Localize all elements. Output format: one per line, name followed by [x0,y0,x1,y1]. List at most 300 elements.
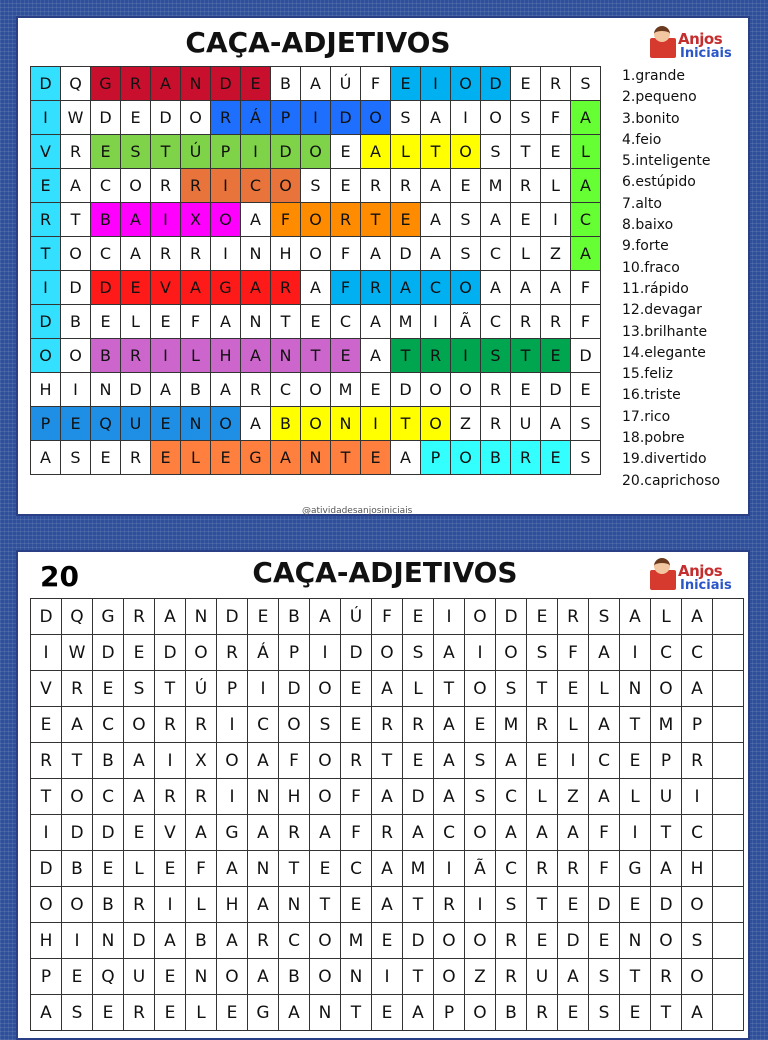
grid-cell: A [186,815,217,851]
grid-cell: A [651,851,682,887]
grid-cell [713,779,744,815]
grid-cell: T [361,203,391,237]
grid-cell: M [341,923,372,959]
grid-cell: C [481,305,511,339]
grid-cell: N [331,407,361,441]
grid-cell: B [93,743,124,779]
grid-cell: R [121,339,151,373]
grid-cell: A [310,815,341,851]
grid-cell: L [571,135,601,169]
grid-cell: R [496,959,527,995]
grid-cell: E [541,441,571,475]
grid-cell: D [271,135,301,169]
grid-cell: E [121,101,151,135]
child-icon [654,26,670,42]
grid-cell: A [682,599,713,635]
grid-cell: S [403,635,434,671]
grid-cell: T [434,671,465,707]
grid-cell: Q [93,959,124,995]
grid-cell: E [155,851,186,887]
grid-cell: X [186,743,217,779]
grid-cell: G [91,67,121,101]
grid-cell: D [331,101,361,135]
grid-cell: E [61,407,91,441]
grid-cell: E [151,441,181,475]
grid-cell: T [620,707,651,743]
grid-cell: G [211,271,241,305]
grid-cell: F [331,237,361,271]
grid-cell: L [541,169,571,203]
grid-cell: O [301,407,331,441]
grid-cell: C [682,635,713,671]
grid-cell: E [451,169,481,203]
grid-cell: G [620,851,651,887]
grid-cell: P [682,707,713,743]
grid-cell: D [91,101,121,135]
grid-cell: M [496,707,527,743]
word-list-item: 13.brilhante [622,323,708,340]
grid-cell: D [279,671,310,707]
grid-cell: V [151,271,181,305]
grid-cell: A [434,779,465,815]
grid-cell: D [93,815,124,851]
grid-cell: U [121,407,151,441]
grid-cell: I [61,373,91,407]
word-list-item: 14.elegante [622,344,706,361]
grid-cell: A [372,887,403,923]
word-list-item: 5.inteligente [622,153,711,170]
grid-cell: I [248,671,279,707]
grid-cell: A [217,851,248,887]
grid-cell: T [372,743,403,779]
grid-cell: E [121,271,151,305]
grid-cell: R [181,169,211,203]
grid-cell: T [301,339,331,373]
grid-cell: O [682,959,713,995]
grid-cell: B [61,305,91,339]
grid-cell: D [391,237,421,271]
grid-cell: A [121,203,151,237]
grid-cell: I [465,635,496,671]
grid-cell: A [372,779,403,815]
grid-cell: I [155,887,186,923]
grid-cell: A [571,169,601,203]
grid-cell: A [217,923,248,959]
grid-cell: D [91,271,121,305]
grid-cell: M [403,851,434,887]
grid-cell: R [62,671,93,707]
grid-cell: E [372,923,403,959]
grid-cell: S [527,635,558,671]
grid-cell: A [151,67,181,101]
grid-cell: E [248,599,279,635]
word-list-item: 1.grande [622,68,685,84]
grid-cell: O [186,635,217,671]
grid-cell: E [403,743,434,779]
grid-cell: C [421,271,451,305]
grid-cell: A [361,305,391,339]
grid-cell: T [271,305,301,339]
grid-cell: B [271,407,301,441]
word-list-item: 19.divertido [622,451,707,468]
grid-cell: Ú [181,135,211,169]
grid-cell: R [217,635,248,671]
grid-cell: T [331,441,361,475]
grid-cell: R [434,887,465,923]
grid-cell: F [589,851,620,887]
grid-cell: E [341,671,372,707]
puzzle-card [16,550,750,1040]
grid-cell: B [62,851,93,887]
grid-cell: R [481,373,511,407]
grid-cell: O [301,135,331,169]
grid-cell: T [527,671,558,707]
grid-cell: O [361,101,391,135]
grid-cell: R [527,851,558,887]
grid-cell: P [279,635,310,671]
grid-cell: R [211,101,241,135]
grid-cell: N [248,851,279,887]
grid-cell: E [331,169,361,203]
grid-cell: I [558,743,589,779]
grid-cell: R [496,923,527,959]
word-list-item: 7.alto [622,195,662,212]
grid-cell: E [341,707,372,743]
grid-cell: I [465,887,496,923]
grid-cell: B [91,203,121,237]
grid-cell: A [496,815,527,851]
grid-cell: O [421,373,451,407]
grid-cell: E [91,305,121,339]
grid-cell: U [527,959,558,995]
grid-cell: S [589,995,620,1031]
word-list [622,66,748,492]
grid-cell: I [211,169,241,203]
grid-cell: O [310,959,341,995]
grid-cell: A [301,67,331,101]
grid-cell: Ã [451,305,481,339]
grid-cell: O [465,599,496,635]
grid-cell: E [331,339,361,373]
grid-cell: A [248,887,279,923]
grid-cell: R [271,271,301,305]
grid-cell: D [62,815,93,851]
grid-cell: A [155,923,186,959]
grid-cell: R [391,169,421,203]
grid-cell: L [620,779,651,815]
grid-cell: A [31,995,62,1031]
grid-cell: E [541,339,571,373]
logo-text-line2: Iniciais [680,46,732,61]
grid-cell: O [301,237,331,271]
grid-cell: O [310,743,341,779]
grid-cell: E [124,815,155,851]
grid-cell: A [571,237,601,271]
grid-cell: D [341,635,372,671]
grid-cell: E [31,169,61,203]
grid-cell: E [217,995,248,1031]
grid-cell: E [91,135,121,169]
grid-cell: R [151,237,181,271]
grid-cell: O [465,923,496,959]
grid-cell: T [511,135,541,169]
grid-cell: Q [91,407,121,441]
grid-cell: A [248,815,279,851]
grid-cell: I [421,67,451,101]
grid-cell: B [496,995,527,1031]
grid-cell: A [31,441,61,475]
grid-cell: A [541,271,571,305]
grid-cell: A [682,995,713,1031]
word-list-item: 12.devagar [622,302,702,319]
grid-cell: A [124,779,155,815]
grid-cell: S [589,959,620,995]
grid-cell [713,671,744,707]
grid-cell: I [151,203,181,237]
grid-cell [713,707,744,743]
word-list-item: 16.triste [622,387,681,404]
grid-cell: G [248,995,279,1031]
grid-cell: E [511,203,541,237]
grid-cell: S [465,743,496,779]
grid-cell: A [121,237,151,271]
grid-cell: R [248,923,279,959]
grid-cell: O [31,887,62,923]
grid-cell: A [558,815,589,851]
grid-cell: F [571,271,601,305]
grid-cell: O [62,779,93,815]
grid-cell: M [481,169,511,203]
grid-cell: L [124,851,155,887]
word-list-item: 18.pobre [622,430,685,447]
grid-cell: L [651,599,682,635]
grid-cell: B [181,373,211,407]
grid-cell: P [217,671,248,707]
grid-cell: E [155,959,186,995]
grid-cell: C [331,305,361,339]
grid-cell: N [181,67,211,101]
grid-cell: T [31,237,61,271]
grid-cell: E [151,305,181,339]
grid-cell: A [481,271,511,305]
grid-cell: P [651,743,682,779]
grid-cell: T [151,135,181,169]
grid-cell: S [124,671,155,707]
grid-cell: A [211,305,241,339]
grid-cell: F [271,203,301,237]
grid-cell: O [124,707,155,743]
grid-cell: I [31,271,61,305]
grid-cell: Á [241,101,271,135]
grid-cell: I [620,815,651,851]
grid-cell: S [451,237,481,271]
grid-cell: E [310,851,341,887]
grid-cell: A [620,599,651,635]
grid-cell: L [181,339,211,373]
grid-cell: I [217,779,248,815]
grid-cell: N [93,923,124,959]
grid-cell: A [589,635,620,671]
grid-cell: E [511,67,541,101]
grid-cell: F [341,815,372,851]
grid-cell: O [31,339,61,373]
grid-cell: D [155,635,186,671]
grid-cell: A [421,203,451,237]
word-list-item: 15.feliz [622,366,673,383]
grid-cell: E [124,635,155,671]
grid-cell: C [91,169,121,203]
grid-cell: S [571,441,601,475]
grid-cell: C [496,851,527,887]
grid-cell: S [481,339,511,373]
grid-cell: O [279,707,310,743]
grid-cell: U [651,779,682,815]
grid-cell: S [391,101,421,135]
grid-cell: A [361,237,391,271]
grid-cell: L [527,779,558,815]
grid-cell: I [62,923,93,959]
grid-cell: E [391,67,421,101]
grid-cell: I [241,135,271,169]
grid-cell: O [301,373,331,407]
grid-cell: R [372,707,403,743]
grid-cell: N [341,959,372,995]
grid-cell: Q [61,67,91,101]
grid-cell: I [361,407,391,441]
grid-cell: R [31,743,62,779]
answer-key-card [16,16,750,516]
grid-cell: O [434,923,465,959]
grid-cell: N [91,373,121,407]
logo-text-line1: Anjos [678,30,723,48]
grid-cell: F [372,599,403,635]
word-list-item: 9.forte [622,238,669,255]
grid-cell: R [651,959,682,995]
grid-cell: N [271,339,301,373]
grid-cell: S [310,707,341,743]
grid-cell: Z [558,779,589,815]
grid-cell: A [421,237,451,271]
grid-cell: R [372,815,403,851]
grid-cell: T [651,815,682,851]
grid-cell: E [391,203,421,237]
grid-cell: D [571,339,601,373]
grid-cell: D [541,373,571,407]
page-title-2: CAÇA-ADJETIVOS [252,556,518,589]
grid-cell: P [31,959,62,995]
grid-cell: R [61,135,91,169]
grid-cell: I [541,203,571,237]
grid-cell: A [589,707,620,743]
grid-cell: P [421,441,451,475]
grid-cell: N [241,237,271,271]
grid-cell: O [310,923,341,959]
grid-cell: T [310,887,341,923]
child-icon [654,558,670,574]
grid-cell: S [496,671,527,707]
grid-cell: T [403,887,434,923]
grid-cell: R [511,169,541,203]
credit-text: @atividadesanjosiniciais [302,506,413,516]
grid-cell: C [571,203,601,237]
grid-cell [713,959,744,995]
grid-cell: A [361,339,391,373]
grid-cell: A [511,271,541,305]
grid-cell: C [434,815,465,851]
grid-cell: D [481,67,511,101]
grid-cell: T [403,959,434,995]
grid-cell: E [331,135,361,169]
grid-cell: O [651,671,682,707]
grid-cell: N [279,887,310,923]
grid-cell: E [241,67,271,101]
grid-cell: T [155,671,186,707]
grid-cell: P [211,135,241,169]
grid-cell: Z [465,959,496,995]
grid-cell: A [421,169,451,203]
grid-cell: O [217,743,248,779]
grid-cell: C [241,169,271,203]
grid-cell: F [331,271,361,305]
grid-cell: B [91,339,121,373]
grid-cell: O [211,407,241,441]
grid-cell: O [451,271,481,305]
grid-cell: E [558,995,589,1031]
grid-cell: Á [248,635,279,671]
grid-cell: A [558,959,589,995]
grid-cell: O [451,67,481,101]
page-number: 20 [40,560,79,593]
grid-cell: R [421,339,451,373]
grid-cell: D [496,599,527,635]
grid-cell: N [186,959,217,995]
logo-text-line1: Anjos [678,562,723,580]
grid-cell: R [361,169,391,203]
grid-cell: O [682,887,713,923]
grid-cell: I [451,339,481,373]
grid-cell: A [181,271,211,305]
grid-cell: R [481,407,511,441]
grid-cell: A [571,101,601,135]
grid-cell: Ú [186,671,217,707]
grid-cell: D [121,373,151,407]
grid-cell: B [279,959,310,995]
grid-cell: G [241,441,271,475]
word-list-item: 6.estúpido [622,174,696,191]
grid-cell: T [527,887,558,923]
grid-cell: C [93,707,124,743]
grid-cell: C [93,779,124,815]
grid-cell: E [62,959,93,995]
grid-cell [713,851,744,887]
grid-cell: O [271,169,301,203]
grid-cell [713,635,744,671]
grid-cell: O [421,407,451,441]
grid-cell: F [341,779,372,815]
grid-cell: O [451,441,481,475]
grid-cell: I [310,635,341,671]
grid-cell: D [558,923,589,959]
grid-cell: R [155,779,186,815]
grid-cell: E [31,707,62,743]
grid-cell: T [651,995,682,1031]
grid-cell: O [211,203,241,237]
grid-cell: R [341,743,372,779]
grid-cell: E [93,851,124,887]
grid-cell: S [121,135,151,169]
grid-cell: T [31,779,62,815]
grid-cell: E [361,441,391,475]
